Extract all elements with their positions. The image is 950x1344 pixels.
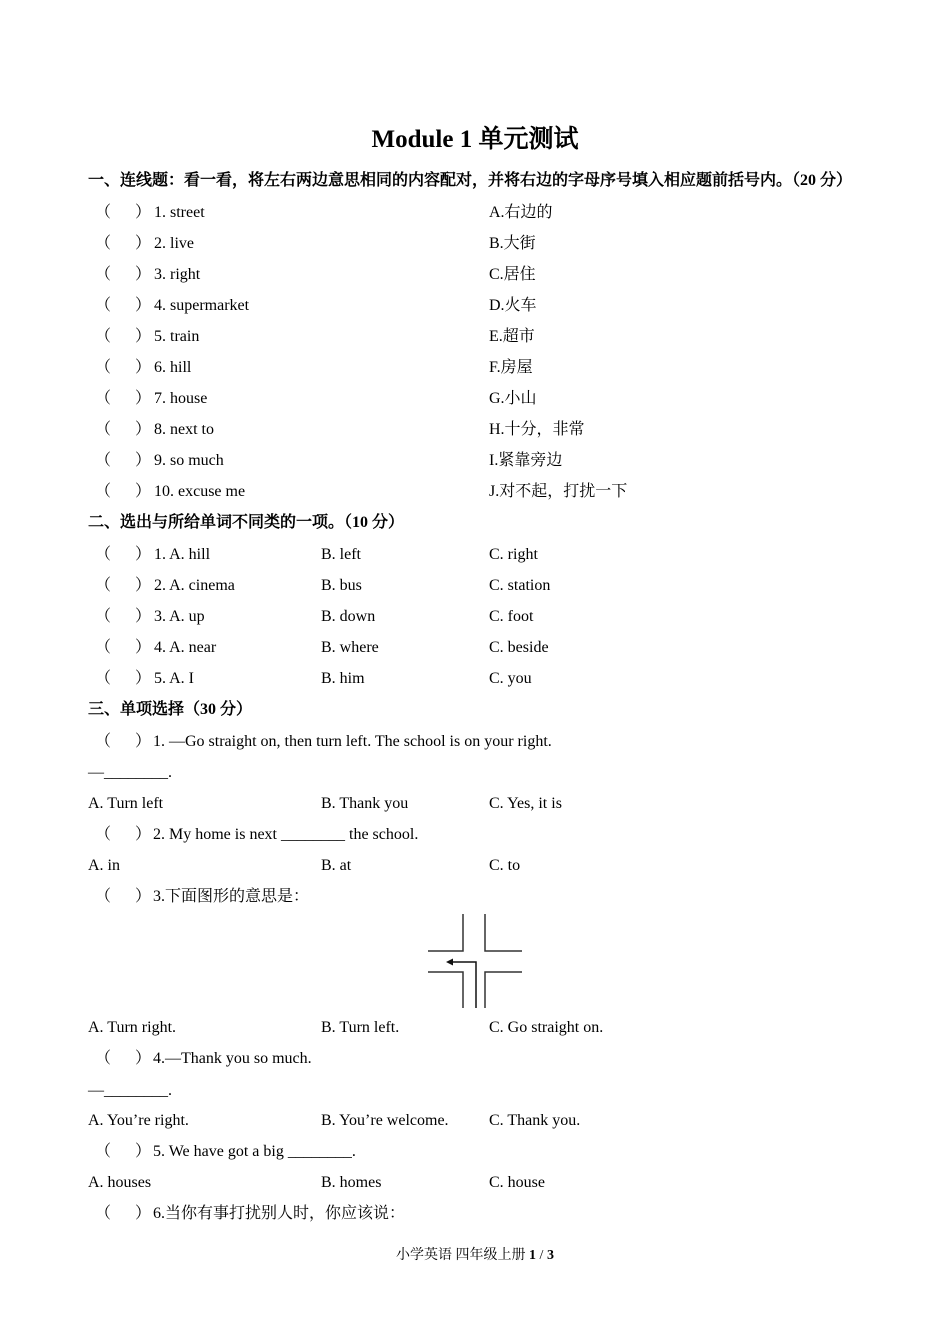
page-total: 3 bbox=[546, 1248, 554, 1263]
question-text: 6.当你有事打扰别人时，你应该说： bbox=[153, 1205, 406, 1222]
road-edge bbox=[428, 914, 463, 951]
road-edge bbox=[485, 914, 522, 951]
page-separator: / bbox=[536, 1248, 547, 1263]
answer-bracket[interactable]: （ ） bbox=[95, 235, 152, 252]
match-right: F.房屋 bbox=[489, 359, 533, 376]
match-left: 9. so much bbox=[154, 452, 224, 469]
answer-bracket[interactable]: （ ） bbox=[95, 297, 152, 314]
option-b: B. where bbox=[321, 639, 379, 656]
match-left: 10. excuse me bbox=[154, 483, 246, 500]
answer-bracket[interactable]: （ ） bbox=[95, 577, 152, 594]
question-text: 5. We have got a big ________. bbox=[153, 1143, 356, 1160]
answer-bracket[interactable]: （ ） bbox=[95, 328, 152, 345]
answer-bracket[interactable]: （ ） bbox=[95, 1205, 152, 1222]
question-row bbox=[0, 1141, 950, 1165]
question-row bbox=[0, 886, 950, 910]
answer-bracket[interactable]: （ ） bbox=[95, 639, 152, 656]
option-b: B. left bbox=[321, 546, 361, 563]
match-right: B.大街 bbox=[489, 235, 536, 252]
match-right: C.居住 bbox=[489, 266, 536, 283]
list-item bbox=[0, 233, 950, 257]
option-b: B. Turn left. bbox=[321, 1019, 400, 1036]
option-c: C. Yes, it is bbox=[489, 795, 562, 812]
answer-bracket[interactable]: （ ） bbox=[95, 1143, 152, 1160]
answer-bracket[interactable]: （ ） bbox=[95, 1050, 152, 1067]
question-text: 4.—Thank you so much. bbox=[153, 1050, 312, 1067]
reply-row bbox=[0, 762, 950, 786]
answer-bracket[interactable]: （ ） bbox=[95, 483, 152, 500]
match-left: 5. train bbox=[154, 328, 200, 345]
answer-bracket[interactable]: （ ） bbox=[95, 546, 152, 563]
answer-bracket[interactable]: （ ） bbox=[95, 670, 152, 687]
list-item bbox=[0, 419, 950, 443]
page-footer bbox=[0, 1246, 950, 1266]
option-a: 5. A. I bbox=[154, 670, 194, 687]
section2-heading: 二、选出与所给单词不同类的一项。（10 分） bbox=[88, 514, 405, 531]
match-left: 6. hill bbox=[154, 359, 192, 376]
list-item bbox=[0, 388, 950, 412]
option-a: 3. A. up bbox=[154, 608, 205, 625]
list-item bbox=[0, 668, 950, 692]
list-item bbox=[0, 264, 950, 288]
options-row bbox=[0, 855, 950, 879]
arrow-head-icon bbox=[446, 959, 453, 966]
option-b: B. You’re welcome. bbox=[321, 1112, 449, 1129]
answer-bracket[interactable]: （ ） bbox=[95, 359, 152, 376]
page-number: 1 bbox=[529, 1248, 537, 1263]
options-row bbox=[0, 1110, 950, 1134]
answer-bracket[interactable]: （ ） bbox=[95, 421, 152, 438]
options-row bbox=[0, 1172, 950, 1196]
list-item bbox=[0, 202, 950, 226]
match-right: J.对不起，打扰一下 bbox=[489, 483, 628, 500]
match-left: 4. supermarket bbox=[154, 297, 250, 314]
answer-bracket[interactable]: （ ） bbox=[95, 452, 152, 469]
option-a: 1. A. hill bbox=[154, 546, 211, 563]
match-right: H.十分，非常 bbox=[489, 421, 585, 438]
answer-bracket[interactable]: （ ） bbox=[95, 826, 152, 843]
option-b: B. Thank you bbox=[321, 795, 409, 812]
option-a: A. houses bbox=[88, 1174, 152, 1191]
option-a: A. in bbox=[88, 857, 120, 874]
question-text: 2. My home is next ________ the school. bbox=[153, 826, 419, 843]
question-text: 1. —Go straight on, then turn left. The school is on your right. bbox=[153, 733, 552, 750]
match-right: D.火车 bbox=[489, 297, 537, 314]
match-left: 7. house bbox=[154, 390, 208, 407]
question-row bbox=[0, 731, 950, 755]
intersection-turn-left-diagram bbox=[428, 914, 522, 1008]
list-item bbox=[0, 450, 950, 474]
footer-text: 小学英语 四年级上册 bbox=[396, 1248, 530, 1263]
option-a: A. Turn right. bbox=[88, 1019, 177, 1036]
option-b: B. down bbox=[321, 608, 376, 625]
arrow-path bbox=[448, 962, 476, 1008]
match-right: I.紧靠旁边 bbox=[489, 452, 563, 469]
answer-bracket[interactable]: （ ） bbox=[95, 266, 152, 283]
list-item bbox=[0, 357, 950, 381]
option-c: C. Thank you. bbox=[489, 1112, 581, 1129]
list-item bbox=[0, 326, 950, 350]
match-right: A.右边的 bbox=[489, 204, 553, 221]
list-item bbox=[0, 637, 950, 661]
option-c: C. right bbox=[489, 546, 538, 563]
question-row bbox=[0, 1203, 950, 1227]
section3-heading: 三、单项选择（30 分） bbox=[88, 701, 253, 718]
answer-bracket[interactable]: （ ） bbox=[95, 204, 152, 221]
reply-row bbox=[0, 1080, 950, 1104]
question-row bbox=[0, 824, 950, 848]
match-left: 3. right bbox=[154, 266, 201, 283]
option-b: B. bus bbox=[321, 577, 362, 594]
match-right: E.超市 bbox=[489, 328, 535, 345]
answer-bracket[interactable]: （ ） bbox=[95, 608, 152, 625]
question-row bbox=[0, 1048, 950, 1072]
match-right: G.小山 bbox=[489, 390, 537, 407]
option-c: C. beside bbox=[489, 639, 549, 656]
question-text: 3.下面图形的意思是： bbox=[153, 888, 310, 905]
option-c: C. foot bbox=[489, 608, 534, 625]
reply-blank: —________. bbox=[88, 764, 172, 781]
option-a: A. Turn left bbox=[88, 795, 164, 812]
option-c: C. station bbox=[489, 577, 551, 594]
match-left: 1. street bbox=[154, 204, 205, 221]
reply-blank: —________. bbox=[88, 1082, 172, 1099]
option-c: C. to bbox=[489, 857, 521, 874]
options-row bbox=[0, 1017, 950, 1041]
option-b: B. homes bbox=[321, 1174, 382, 1191]
option-a: 2. A. cinema bbox=[154, 577, 235, 594]
options-row bbox=[0, 793, 950, 817]
option-b: B. him bbox=[321, 670, 365, 687]
list-item bbox=[0, 606, 950, 630]
list-item bbox=[0, 575, 950, 599]
option-c: C. house bbox=[489, 1174, 545, 1191]
list-item bbox=[0, 544, 950, 568]
answer-bracket[interactable]: （ ） bbox=[95, 390, 152, 407]
section1-heading: 一、连线题：看一看，将左右两边意思相同的内容配对，并将右边的字母序号填入相应题前括号内。（20 分） bbox=[88, 172, 853, 189]
page-title: Module 1 单元测试 bbox=[371, 126, 579, 153]
list-item bbox=[0, 295, 950, 319]
match-left: 8. next to bbox=[154, 421, 214, 438]
option-a: A. You’re right. bbox=[88, 1112, 189, 1129]
option-c: C. Go straight on. bbox=[489, 1019, 604, 1036]
option-c: C. you bbox=[489, 670, 532, 687]
list-item bbox=[0, 481, 950, 505]
option-b: B. at bbox=[321, 857, 352, 874]
answer-bracket[interactable]: （ ） bbox=[95, 733, 152, 750]
road-edge bbox=[485, 972, 522, 1008]
option-a: 4. A. near bbox=[154, 639, 217, 656]
match-left: 2. live bbox=[154, 235, 194, 252]
answer-bracket[interactable]: （ ） bbox=[95, 888, 152, 905]
road-edge bbox=[428, 972, 463, 1008]
